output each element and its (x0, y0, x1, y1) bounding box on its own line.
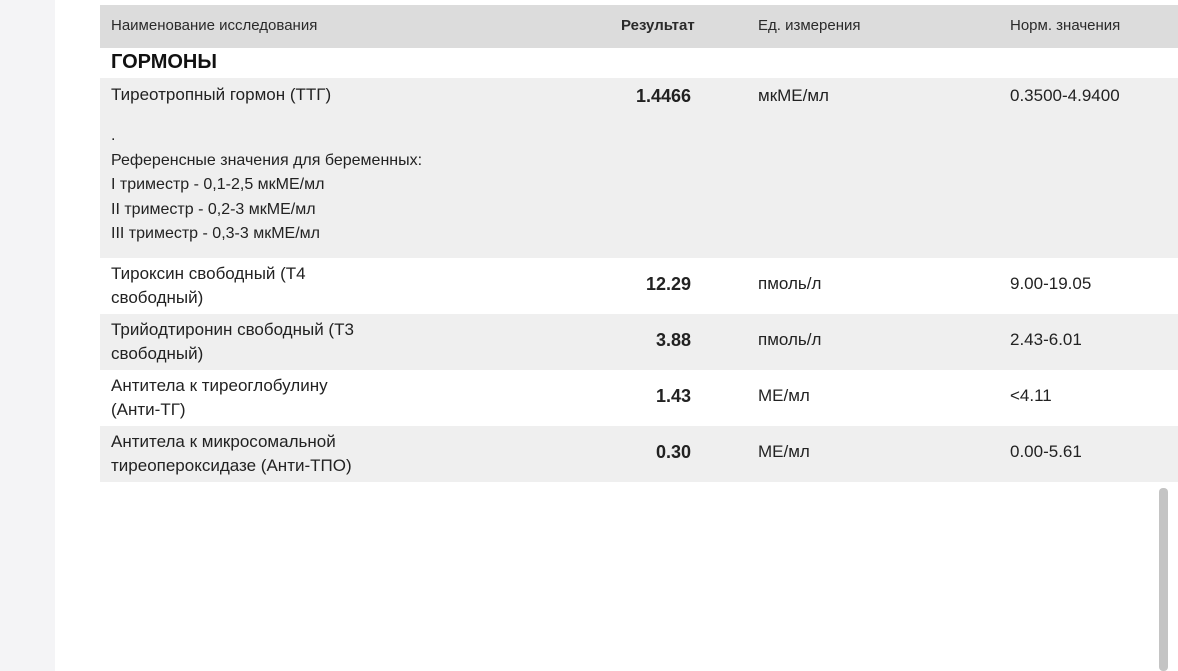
test-result: 0.30 (655, 442, 691, 462)
header-norm: Норм. значения (1010, 17, 1121, 34)
test-name-line: (Анти-ТГ) (111, 400, 186, 419)
table-row (100, 314, 1178, 370)
test-unit: мкМЕ/мл (758, 86, 829, 105)
table-row (100, 78, 1178, 258)
note-line: Референсные значения для беременных: (111, 151, 423, 169)
pregnancy-reference-note (111, 124, 422, 247)
header-name: Наименование исследования (111, 17, 318, 34)
test-unit: пмоль/л (758, 330, 822, 349)
test-result: 12.29 (645, 274, 691, 294)
test-result: 1.4466 (635, 86, 691, 106)
test-name: Тиреотропный гормон (ТТГ) (111, 85, 332, 104)
table-row (100, 426, 1178, 482)
header-result: Результат (621, 17, 695, 34)
test-unit: пмоль/л (758, 274, 822, 293)
test-name-line: Трийодтиронин свободный (Т3 (111, 320, 354, 339)
test-name (111, 430, 352, 478)
test-result: 1.43 (655, 386, 691, 406)
table-header (100, 5, 1178, 48)
results-table (100, 5, 1178, 482)
left-gutter (0, 0, 55, 671)
test-name (111, 374, 328, 422)
test-name-line: Тироксин свободный (Т4 (111, 264, 306, 283)
note-line: III триместр - 0,3-3 мкМЕ/мл (111, 225, 320, 242)
note-line: I триместр - 0,1-2,5 мкМЕ/мл (111, 176, 325, 193)
test-unit: МЕ/мл (758, 386, 810, 405)
note-line: II триместр - 0,2-3 мкМЕ/мл (111, 200, 316, 218)
table-row (100, 370, 1178, 426)
section-title (100, 48, 1178, 78)
test-name (111, 318, 354, 366)
test-norm: <4.11 (1010, 386, 1052, 405)
test-norm: 0.3500-4.9400 (1010, 86, 1120, 105)
test-name-line: свободный) (111, 344, 204, 363)
header-unit: Ед. измерения (758, 17, 861, 34)
test-name-line: Антитела к тиреоглобулину (111, 376, 328, 395)
test-name-line: Антитела к микросомальной (111, 432, 336, 451)
test-result: 3.88 (655, 330, 691, 350)
test-name-line: тиреопероксидазе (Анти-ТПО) (111, 456, 352, 475)
test-unit: МЕ/мл (758, 442, 810, 461)
test-norm: 0.00-5.61 (1010, 442, 1082, 461)
note-line: . (111, 127, 116, 144)
section-title-text: ГОРМОНЫ (111, 51, 217, 73)
test-name (111, 262, 306, 310)
test-norm: 2.43-6.01 (1010, 330, 1082, 349)
table-row (100, 258, 1178, 314)
test-name-line: свободный) (111, 288, 204, 307)
test-norm: 9.00-19.05 (1010, 274, 1092, 293)
vertical-scrollbar[interactable] (1159, 488, 1168, 671)
